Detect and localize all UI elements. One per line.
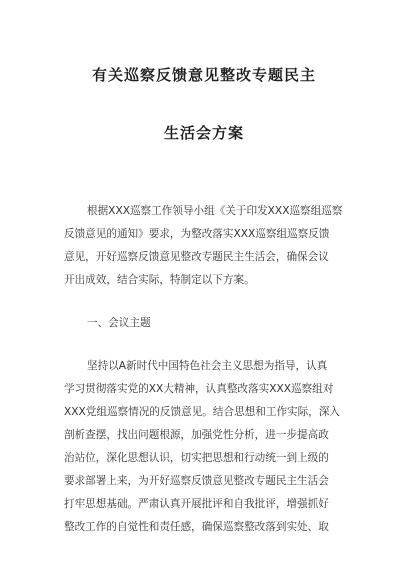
body-line: 打牢思想基础。严肃认真开展批评和自我批评，增强抓好 — [64, 498, 329, 510]
body-line: 坚持以A新时代中国特色社会主义思想为指导，认真 — [87, 360, 328, 372]
body-line: 学习贯彻落实党的XX大精神，认真整改落实XXX巡察组对 — [64, 383, 334, 395]
intro-line: 意见，开好巡察反馈意见整改专题民主生活会，确保会议 — [64, 251, 329, 263]
body-line: 剖析查摆，找出问题根源，加强党性分析，进一步提高政 — [64, 429, 329, 441]
body-line: 整改工作的自觉性和责任感，确保巡察整改落到实处、取 — [64, 521, 329, 533]
body-line: 治站位，深化思想认识，切实把思想和行动统一到上级的 — [64, 452, 329, 464]
intro-line: 反馈意见的通知》要求，为整改落实XXX巡察组巡察反馈 — [64, 228, 330, 240]
section-heading: 一、会议主题 — [87, 317, 151, 329]
body-line: XXX党组巡察情况的反馈意见。结合思想和工作实际，深入 — [64, 406, 341, 418]
body-line: 要求部署上来，为开好巡察反馈意见整改专题民主生活会 — [64, 475, 329, 487]
document-title-line-2: 生活会方案 — [163, 124, 244, 142]
intro-line: 根据XXX巡察工作领导小组《关于印发XXX巡察组巡察 — [87, 205, 343, 217]
intro-line: 开出成效，结合实际，特制定以下方案。 — [64, 274, 255, 286]
document-title-line-1: 有关巡察反馈意见整改专题民主 — [91, 66, 316, 84]
